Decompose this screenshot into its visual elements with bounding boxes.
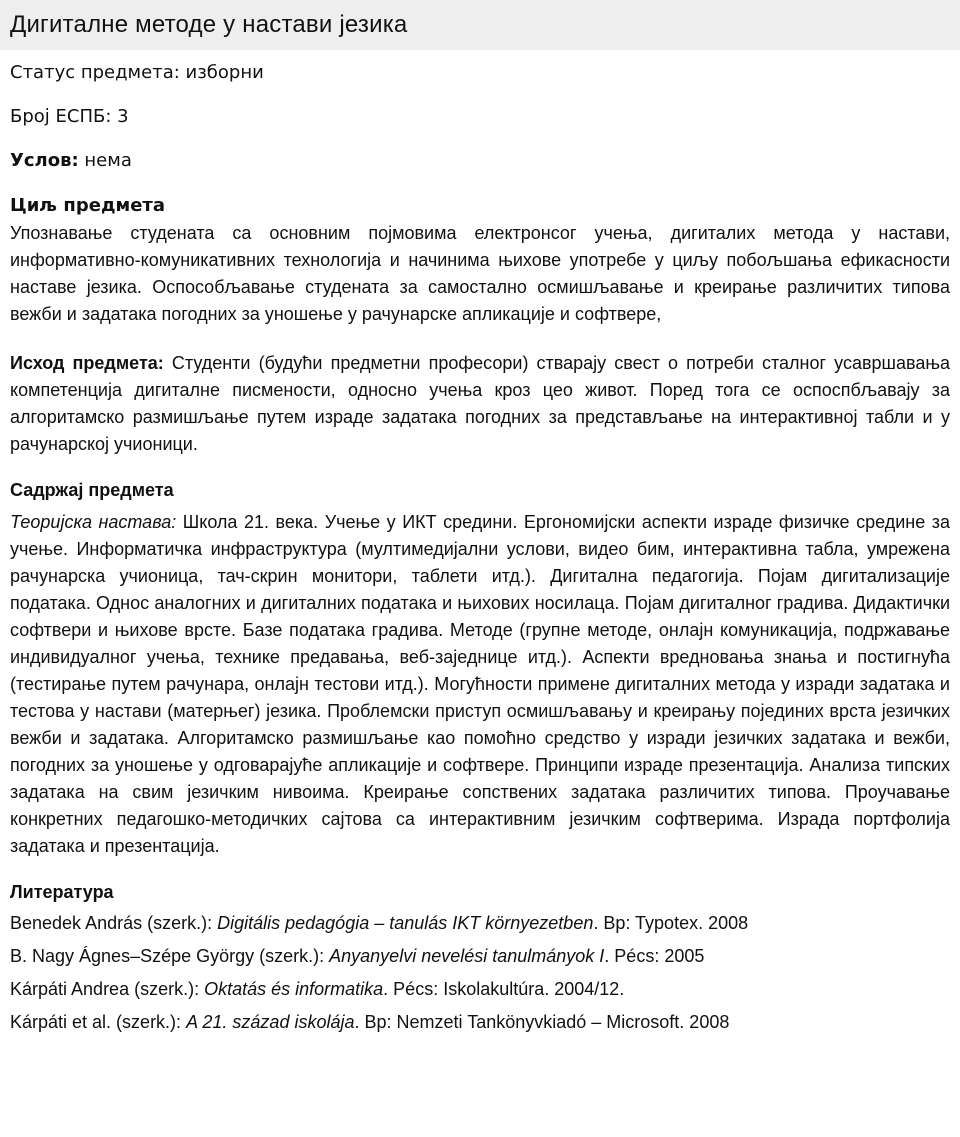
goal-text: Упознавање студената са основним појмовима електронсог учења, дигиталих метода у настави, информативно-комуникативних технологија и начинима њихове употребе у циљу побољшања ефикасности наставе језика. Оспособљавање студената за самостално осмишљавање и креирање различитих типова вежби и задатака погодних за уношење у рачунарске апликације и софтвере, xyxy=(10,223,950,324)
course-ects: Број ЕСПБ: 3 xyxy=(10,106,129,127)
literature-item xyxy=(10,1006,950,1039)
literature-heading: Литература xyxy=(10,882,114,902)
literature-author: B. Nagy Ágnes–Szépe György (szerk.): xyxy=(10,946,330,966)
title-bar xyxy=(0,0,960,50)
literature-item xyxy=(10,973,950,1006)
condition-label: Услов: xyxy=(10,150,79,171)
literature-item xyxy=(10,940,950,973)
literature-title: Oktatás és informatika xyxy=(204,979,384,999)
course-status: Статус предмета: изборни xyxy=(10,62,264,83)
literature-title: A 21. század iskolája xyxy=(186,1012,355,1032)
course-condition xyxy=(10,150,950,171)
literature-publisher: . Bp: Typotex. 2008 xyxy=(593,913,749,933)
content-paragraph xyxy=(10,509,950,860)
content-heading: Садржај предмета xyxy=(10,480,174,500)
goal-heading: Циљ предмета xyxy=(10,195,165,216)
literature-list xyxy=(10,907,950,1039)
content-text: Школа 21. века. Учење у ИКТ средини. Ергономијски аспекти израде физичке средине за учење. Информатичка инфраструктура (мултимедијални услови, видео бим, интерактивна табла, умрежена рачунарска учионица, тач-скрин монитори, таблети итд.). Дигитална педагогија. Појам дигитализације података. Однос аналогних и дигиталних података и њихових носилаца. Појам дигиталног градива. Дидактички софтвери и њихове врсте. Базе података градива. Методе (групне методе, онлајн комуникација, подржавање индивидуалног учења, технике предавања, веб-заједнице итд.). Аспекти вредновања знања и постигнућа (тестирање путем рачунара, онлајн тестови итд.). Могућности примене дигиталних метода у изради задатака и тестова у настави (матерњег) језика. Проблемски приступ осмишљавању и креирању појединих врста језичких вежби и задатака. Алгоритамско размишљање као помоћно средство у изради језичких задатака и вежби, погодних за уношење у одговарајуће апликације и софтвере. Принципи израде презентација. Анализа типских задатака на свим језичким нивоима. Креирање сопствених задатака различитих типова. Проучавање конкретних педагошко-методичких сајтова са интерактивним језичким софтверима. Израда портфолија задатака и презентација. xyxy=(10,512,951,856)
condition-value: нема xyxy=(78,150,132,171)
literature-publisher: . Pécs: Iskolakultúra. 2004/12. xyxy=(383,979,625,999)
literature-author: Kárpáti Andrea (szerk.): xyxy=(10,979,205,999)
content-lead: Теоријска настава: xyxy=(10,512,177,532)
course-title: Дигиталне методе у настави језика xyxy=(10,11,408,38)
literature-author: Benedek András (szerk.): xyxy=(10,913,218,933)
literature-title: Anyanyelvi nevelési tanulmányok I xyxy=(329,946,605,966)
literature-item xyxy=(10,907,950,940)
course-description xyxy=(0,62,960,1039)
outcome-text: Студенти (будући предметни професори) стварају свест о потреби сталног усавршавања компетенција дигиталне писмености, односно учења кроз цео живот. Поред тога се оспоспбљавају за алгоритамско размишљање путем израде задатака погодних за представљање на интерактивној табли и у рачунарској учионици. xyxy=(10,353,951,454)
outcome-paragraph xyxy=(10,350,950,458)
literature-publisher: . Pécs: 2005 xyxy=(604,946,705,966)
literature-author: Kárpáti et al. (szerk.): xyxy=(10,1012,187,1032)
outcome-label: Исход предмета: xyxy=(10,353,164,373)
literature-title: Digitális pedagógia – tanulás IKT környezetben xyxy=(217,913,594,933)
literature-publisher: . Bp: Nemzeti Tankönyvkiadó – Microsoft. 2008 xyxy=(354,1012,730,1032)
